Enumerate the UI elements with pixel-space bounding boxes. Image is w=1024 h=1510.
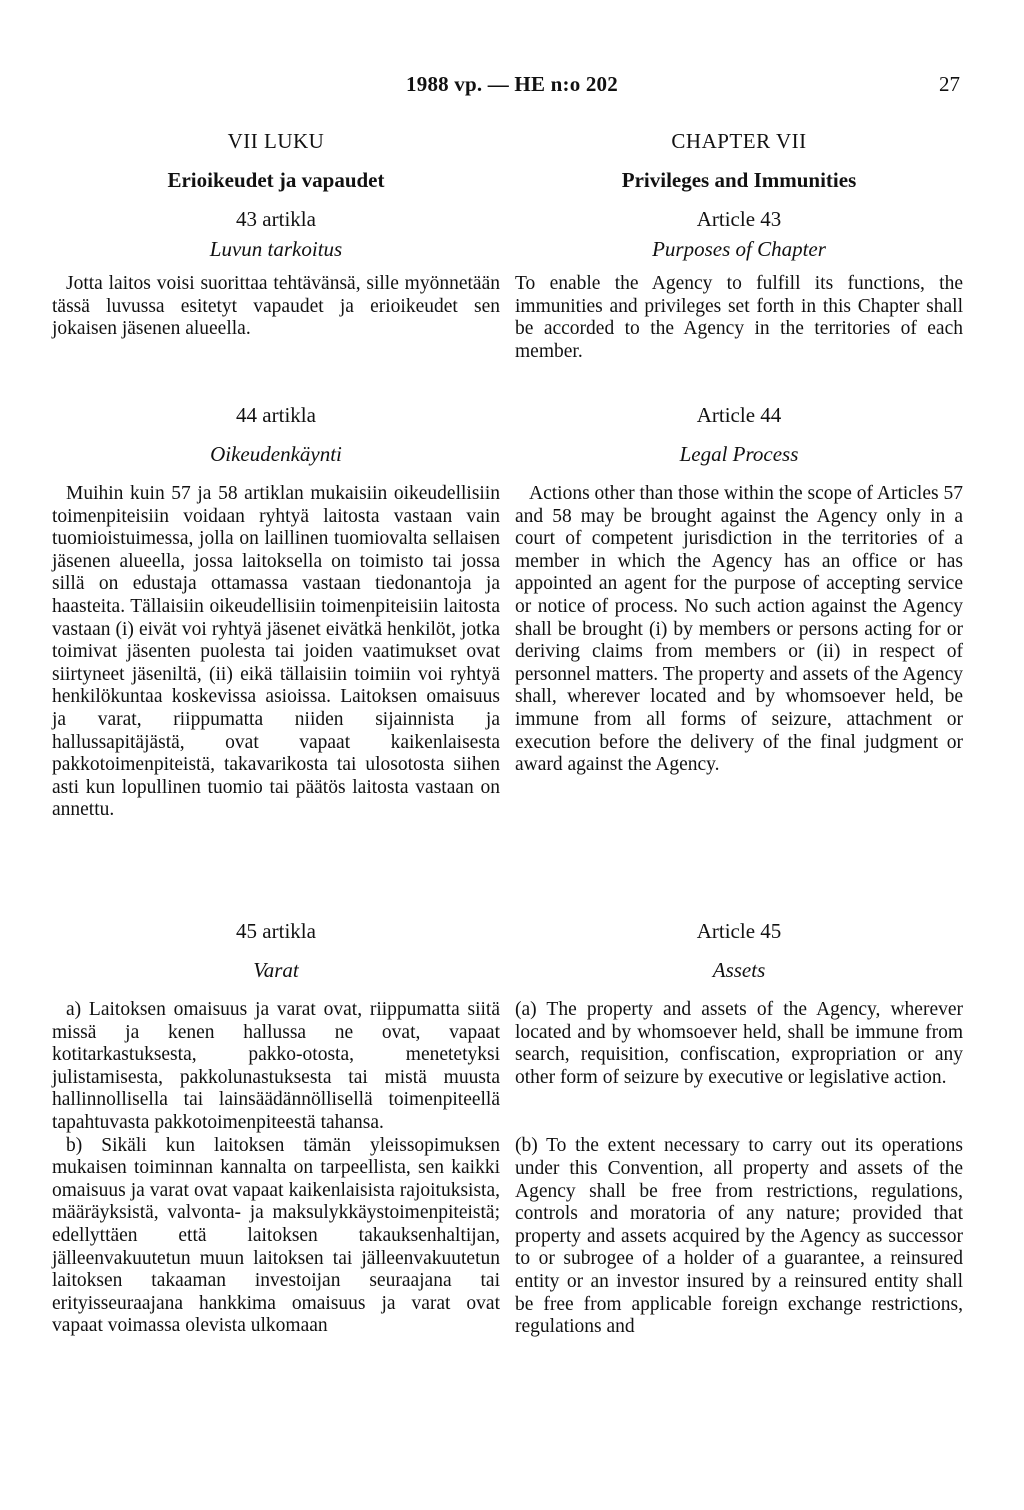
article-number-fi: 45 artikla — [236, 919, 316, 943]
article-subtitle-en: Assets — [712, 958, 766, 982]
article-subtitle-en: Legal Process — [679, 442, 799, 466]
chapter-title-en: Privileges and Immunities — [621, 168, 857, 192]
article-paragraph-a-en: (a) The property and assets of the Agency, wherever located and by whomsoever held, shall be immune from search, requisition, confiscation, expropriation or any other form of seizure by executive or legislative action. — [515, 999, 963, 1088]
article-paragraph-b-fi: b) Sikäli kun laitoksen tämän yleissopimuksen mukaisen toiminnan kannalta on tarpeellista, sen kaikki omaisuus ja varat ovat vapaat kaikenlaisista rajoituksista, määräyksistä, valvonta- ja maksulykkäystoimenpiteistä; edellyttäen että laitoksen takauksenhaltijan, jälleenvakuutetun muun laitoksen tai jälleenvakuutetun laitoksen takaaman investoijan seuraajana tai erityisseuraajana hankkima omaisuus ja varat ovat vapaat voimassa olevista ulkomaan — [52, 1134, 500, 1337]
article-number-en: Article 43 — [696, 207, 782, 231]
article-paragraph-a-fi: a) Laitoksen omaisuus ja varat ovat, riippumatta siitä missä ja kenen hallussa ne ovat, vapaat kotitarkastuksesta, pakko-otosta, menetetyksi julistamisesta, pakkolunastuksesta tai mistä muusta hallinnollisella tai lainsäädännöllisellä toimenpiteellä tapahtuvasta pakkotoimenpiteestä tahansa. — [52, 999, 500, 1133]
article-paragraph-fi: Muihin kuin 57 ja 58 artiklan mukaisiin oikeudellisiin toimenpiteisiin voidaan ryhtyä laitosta vastaan vain tuomioistuimessa, jolla on laillinen tuomiovalta sellaisen jäsenen alueella, jossa laitoksella on toimisto tai jossa sillä on edustaja ottamassa vastaan tiedonantoja ja haasteita. Tällaisiin oikeudellisiin toimenpiteisiin laitosta vastaan (i) eivät voi ryhtyä jäsenet eivätkä henkilöt, jotka toimivat jäsenten puolesta tai joiden vaatimukset ovat siirtyneet jäseniltä, (ii) eikä tällaisiin toimiin voi ryhtyä henkilökuntaa koskevissa asioissa. Laitoksen omaisuus ja varat, riippumatta niiden sijainnista ja hallussapitäjästä, ovat vapaat kaikenlaisesta pakkotoimenpiteistä, takavarikosta tai ulosotosta siihen asti kun lopullinen tuomio tai päätös laitosta vastaan on annettu. — [52, 483, 500, 821]
english-article-44 — [515, 400, 963, 777]
finnish-article-44 — [52, 400, 500, 822]
chapter-title-fi: Erioikeudet ja vapaudet — [167, 168, 385, 192]
running-header: 1988 vp. — HE n:o 202 — [406, 72, 618, 96]
finnish-article-45 — [52, 916, 500, 1338]
article-subtitle-en: Purposes of Chapter — [652, 237, 826, 261]
english-article-43 — [515, 126, 963, 363]
chapter-heading-fi: VII LUKU — [227, 129, 325, 153]
article-paragraph-en: To enable the Agency to fulfill its functions, the immunities and privileges set forth in this Chapter shall be accorded to the Agency in the territories of each member. — [515, 273, 963, 362]
article-number-fi: 43 artikla — [236, 207, 316, 231]
article-paragraph-fi: Jotta laitos voisi suorittaa tehtävänsä, sille myönnetään tässä luvussa esitetyt vapaudet ja erioikeudet sen jokaisen jäsenen alueella. — [52, 273, 500, 340]
chapter-heading-en: CHAPTER VII — [671, 129, 807, 153]
finnish-article-43 — [52, 126, 500, 341]
article-paragraph-b-en: (b) To the extent necessary to carry out its operations under this Convention, all property and assets of the Agency shall be free from restrictions, regulations, controls and moratoria of any nature; provided that property and assets acquired by the Agency as successor to or subrogee of a holder of a guarantee, a reinsured entity or an investor insured by a reinsured entity shall be free from applicable foreign exchange restrictions, regulations and — [515, 1135, 963, 1338]
article-subtitle-fi: Luvun tarkoitus — [209, 237, 343, 261]
article-number-fi: 44 artikla — [236, 403, 316, 427]
page-header — [0, 72, 1024, 102]
article-number-en: Article 44 — [696, 403, 782, 427]
article-paragraph-en: Actions other than those within the scope of Articles 57 and 58 may be brought against the Agency only in a court of competent jurisdiction in the territories of a member in which the Agency has an office or has appointed an agent for the purpose of accepting service or notice of process. No such action against the Agency shall be brought (i) by members or persons acting for or deriving claims from members or (ii) in respect of personnel matters. The property and assets of the Agency shall, wherever located and by whomsoever held, be immune from all forms of seizure, attachment or execution before the delivery of the final judgment or award against the Agency. — [515, 483, 963, 776]
page-number: 27 — [939, 72, 960, 96]
article-number-en: Article 45 — [696, 919, 782, 943]
english-article-45 — [515, 916, 963, 1339]
article-subtitle-fi: Varat — [253, 958, 299, 982]
article-subtitle-fi: Oikeudenkäynti — [210, 442, 342, 466]
